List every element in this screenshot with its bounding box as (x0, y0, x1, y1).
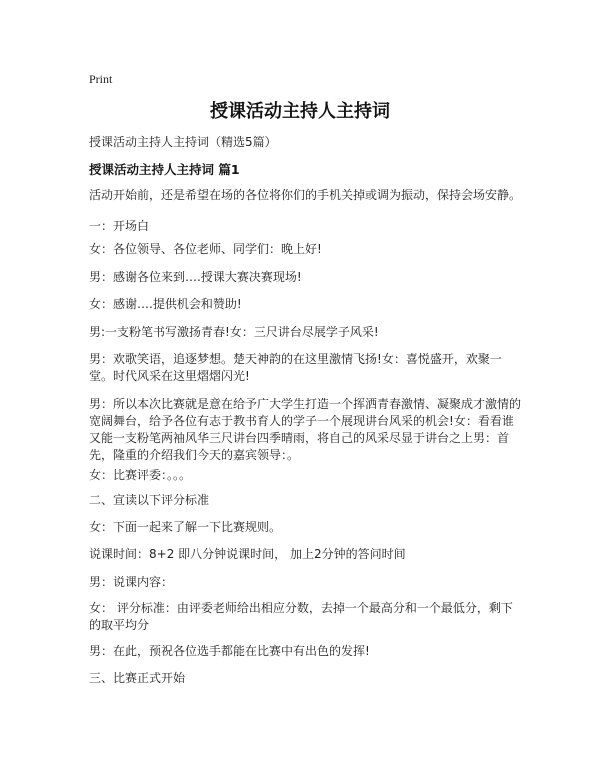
paragraph-scoring-heading: 二、宣读以下评分标准 (89, 493, 210, 507)
paragraph-intro: 活动开始前，还是希望在场的各位将你们的手机关掉或调为振动，保持会场安静。 (89, 188, 522, 202)
paragraph-competition-start: 三、比赛正式开始 (89, 671, 186, 685)
paragraph-opening-heading: 一：开场白 (89, 219, 150, 233)
paragraph-greeting: 女：各位领导、各位老师、同学们：晚上好! (89, 242, 322, 256)
document-subtitle: 授课活动主持人主持词（精选5篇） (89, 135, 277, 149)
paragraph-content: 男：说课内容： (89, 575, 174, 589)
paragraph-thanks-sponsor: 女：感谢….提供机会和赞助! (89, 297, 242, 311)
print-label: Print (89, 72, 113, 86)
paragraph-competition-purpose: 男：所以本次比赛就是意在给予广大学生打造一个挥洒青春激情、凝聚成才激情的宽阔舞台，给予各位有志于教书育人的学子一个展现讲台风采的机会!女：看看谁又能一支粉笔两袖风华三尺讲台四季晴雨，将自己的风采尽显于讲台之上男：首先，隆重的介绍我们今天的嘉宾领导：。 (89, 397, 522, 462)
paragraph-wishes: 男：在此，预祝各位选手都能在比赛中有出色的发挥! (89, 644, 370, 658)
paragraph-judges: 女：比赛评委：。。。 (89, 468, 192, 482)
page-title: 授课活动主持人主持词 (210, 101, 390, 122)
paragraph-thanks-attendance: 男：感谢各位来到….授课大赛决赛现场! (89, 270, 302, 284)
paragraph-songs: 男：欢歌笑语，追逐梦想。楚天神韵的在这里激情飞扬!女：喜悦盛开，欢聚一堂。时代风采在这里熠熠闪光! (89, 352, 502, 383)
paragraph-rules-intro: 女：下面一起来了解一下比赛规则。 (89, 520, 282, 534)
section-heading: 授课活动主持人主持词 篇1 (89, 162, 240, 177)
paragraph-scoring-standard: 女： 评分标准：由评委老师给出相应分数，去掉一个最高分和一个最低分，剩下的取平均分 (89, 601, 513, 632)
paragraph-time: 说课时间：8+2 即八分钟说课时间， 加上2分钟的答问时间 (89, 547, 406, 561)
paragraph-chalk: 男:一支粉笔书写激扬青春!女：三尺讲台尽展学子风采! (89, 325, 379, 339)
